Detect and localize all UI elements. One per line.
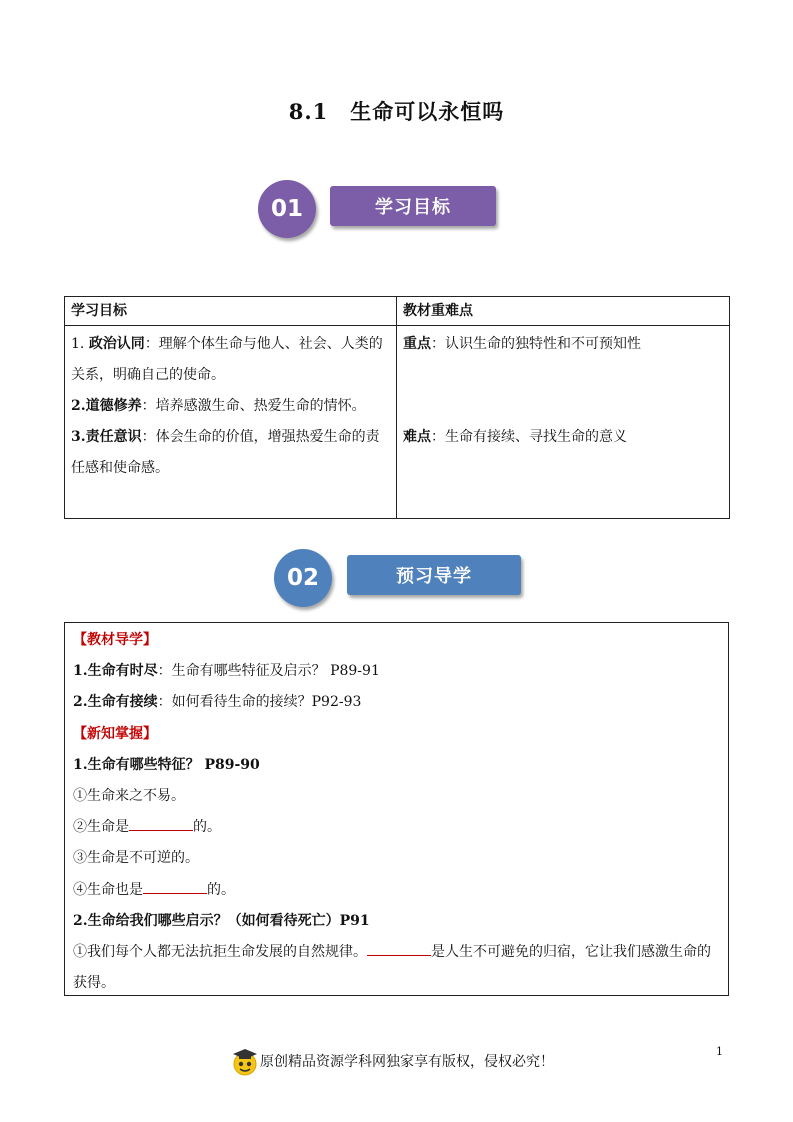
section-label: 学习目标	[330, 186, 496, 226]
feature-item: ①生命来之不易。	[73, 788, 185, 805]
footer	[230, 1046, 554, 1076]
guide-item: 2.生命有接续：如何看待生命的接续？P92-93	[73, 694, 362, 711]
goal-item: 3.责任意识：体会生命的价值，增强热爱生命的责任感和使命感。	[71, 429, 380, 476]
section-label: 预习导学	[347, 555, 521, 595]
fill-blank[interactable]	[129, 814, 193, 831]
section-badge-01	[258, 180, 498, 238]
goal-item: 2.道德修养：培养感激生命、热爱生命的情怀。	[71, 398, 366, 414]
difficult-point: 难点：生命有接续、寻找生命的意义	[403, 429, 627, 445]
key-point: 重点：认识生命的独特性和不可预知性	[403, 336, 641, 352]
section-badge-02	[274, 549, 524, 607]
goals-table	[64, 296, 730, 519]
fill-blank[interactable]	[367, 939, 431, 956]
section-number-circle: 01	[258, 180, 316, 238]
guide-item: 1.生命有时尽：生命有哪些特征及启示？ P89-91	[73, 663, 380, 680]
key-points-cell	[397, 326, 730, 519]
smiley-graduate-icon	[230, 1046, 260, 1076]
table-header: 学习目标	[65, 297, 397, 326]
page-title	[0, 96, 793, 126]
feature-item: ②生命是 的。	[73, 812, 720, 843]
question-2: 2.生命给我们哪些启示？（如何看待死亡）P91	[73, 912, 370, 929]
feature-item: ③生命是不可逆的。	[73, 850, 199, 867]
heading-new-knowledge: 【新知掌握】	[73, 725, 157, 742]
preview-box	[64, 622, 729, 996]
page-number: 1	[716, 1045, 723, 1058]
feature-item: ④生命也是 的。	[73, 875, 720, 906]
section-number: 8.1	[288, 99, 329, 124]
answer-item: ①我们每个人都无法抗拒生命发展的自然规律。 是人生不可避免的归宿，它让我们感激生命的获得。	[73, 937, 720, 999]
table-header: 教材重难点	[397, 297, 730, 326]
fill-blank[interactable]	[143, 877, 207, 894]
section-number-circle: 02	[274, 549, 332, 607]
question-1: 1.生命有哪些特征？ P89-90	[73, 756, 260, 773]
title-text: 生命可以永恒吗	[350, 99, 505, 124]
goal-item: 1. 政治认同：理解个体生命与他人、社会、人类的关系，明确自己的使命。	[71, 336, 383, 383]
heading-textbook-guide: 【教材导学】	[73, 632, 157, 648]
goals-cell	[65, 326, 397, 519]
copyright-text: 原创精品资源学科网独家享有版权，侵权必究！	[260, 1054, 554, 1070]
